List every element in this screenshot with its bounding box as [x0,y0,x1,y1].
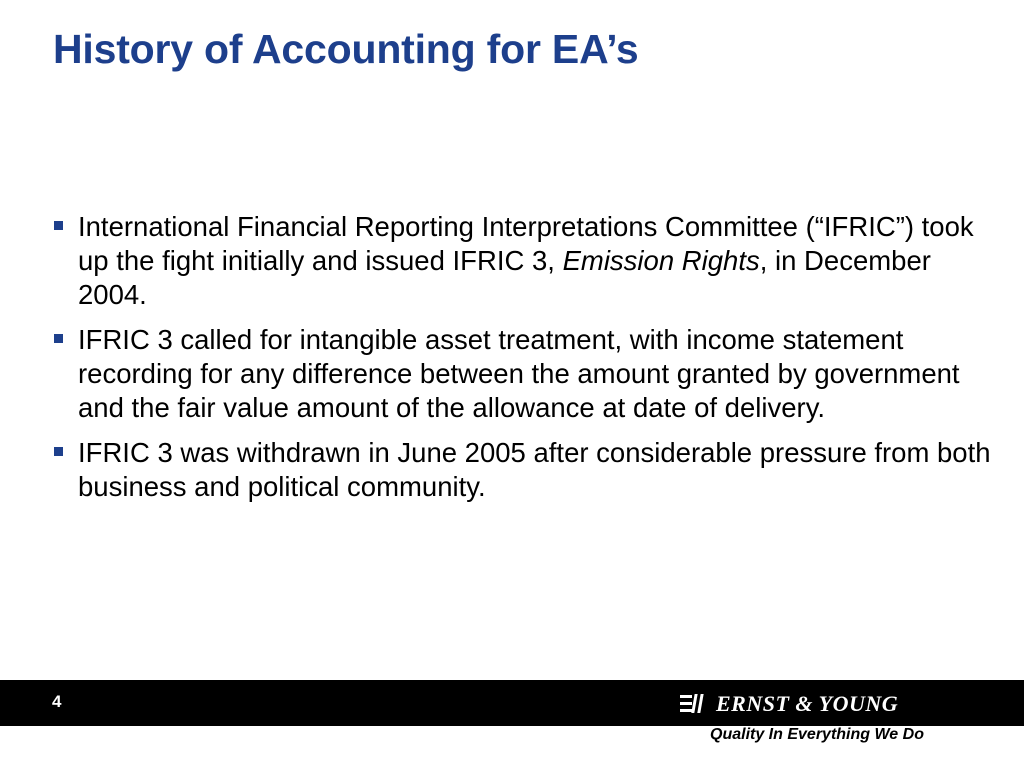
square-bullet-icon [54,334,63,343]
bullet-text-post: , in December 2004. [78,245,931,310]
page-number: 4 [52,692,62,711]
logo-wordmark: ERNST & YOUNG [716,691,899,716]
bullet-text [78,437,991,502]
company-logo [680,686,898,722]
bullet-text-pre: IFRIC 3 was withdrawn in June 2005 after considerable pressure from both business and political community. [78,437,991,502]
bullet-list [54,210,994,515]
bullet-text-pre: IFRIC 3 called for intangible asset treatment, with income statement recording for any difference between the amount granted by government and the fair value amount of the allowance at date of delivery. [78,324,960,423]
tagline: Quality In Everything We Do [710,726,924,743]
bullet-text [78,211,974,310]
ernst-young-mark-icon [680,692,708,716]
bullet-item [54,323,994,425]
bullet-text-pre: International Financial Reporting Interpretations Committee (“IFRIC”) took up the fight initially and issued IFRIC 3, [78,211,974,276]
bullet-text-italic: Emission Rights [562,245,760,276]
bullet-item [54,436,994,504]
square-bullet-icon [54,221,63,230]
footer-bar [0,680,1024,726]
slide-title: History of Accounting for EA’s [53,26,639,72]
square-bullet-icon [54,447,63,456]
bullet-text [78,324,960,423]
bullet-item [54,210,994,312]
